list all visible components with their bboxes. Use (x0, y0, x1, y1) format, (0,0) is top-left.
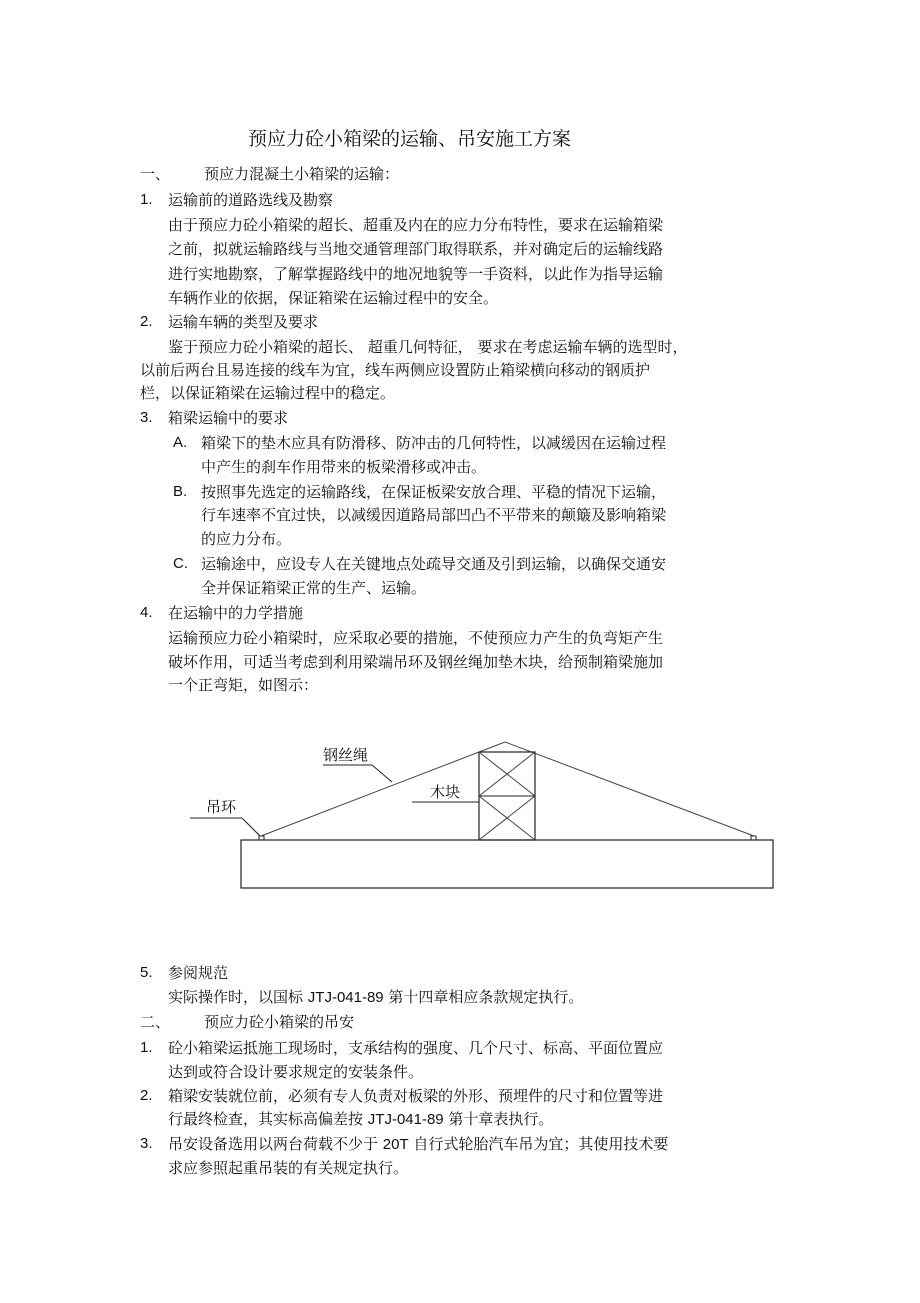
s2-item-2-line: 箱梁安装就位前，必须有专人负责对板梁的外形、预埋件的尺寸和位置等进 (168, 1087, 664, 1105)
s2-item-3-number: 3. (140, 1135, 153, 1152)
lifting-ring-label: 吊环 (206, 798, 237, 816)
item-3-sub-c-line: 全并保证箱梁正常的生产、运输。 (201, 579, 427, 597)
page-title: 预应力砼小箱梁的运输、吊安施工方案 (248, 128, 572, 150)
s2-item-2-line-prefix: 行最终检查，其实标高偏差按 (168, 1110, 368, 1128)
item-5-line-suffix: 第十四章相应条款规定执行。 (383, 988, 584, 1006)
wire-leader-diagonal (372, 765, 392, 782)
s2-item-2-number: 2. (140, 1087, 153, 1104)
s2-item-1-line: 达到或符合设计要求规定的安装条件。 (168, 1063, 424, 1081)
box-girder-beam (241, 840, 773, 888)
wire-rope-right (505, 742, 754, 836)
item-3-sub-b-mark: B. (173, 483, 188, 500)
item-5-line (168, 986, 583, 1009)
item-3-sub-a-mark: A. (173, 434, 188, 451)
section-2-heading: 预应力砼小箱梁的吊安 (204, 1013, 355, 1031)
ring-leader-diagonal (242, 818, 260, 836)
s2-item-3-line (168, 1133, 668, 1156)
standard-code: JTJ-041-89 (307, 989, 384, 1006)
item-2-number: 2. (140, 313, 153, 330)
item-2-heading: 运输车辆的类型及要求 (168, 313, 319, 331)
item-1-line: 进行实地勘察，了解掌握路线中的地况地貌等一手资料，以此作为指导运输 (168, 265, 664, 283)
item-5-heading: 参阅规范 (168, 964, 229, 982)
item-1-line: 车辆作业的依据，保证箱梁在运输过程中的安全。 (168, 289, 499, 307)
item-1-number: 1. (140, 191, 153, 208)
item-3-sub-b-line: 的应力分布。 (201, 530, 292, 548)
s2-item-3-line-suffix: 自行式轮胎汽车吊为宜；其使用技术要 (408, 1135, 669, 1153)
item-1-heading: 运输前的道路选线及勘察 (168, 191, 334, 209)
section-1-heading: 预应力混凝土小箱梁的运输： (204, 165, 400, 183)
s2-item-2-line (168, 1108, 553, 1131)
section-1-marker: 一、 (140, 165, 171, 183)
wire-rope-label: 钢丝绳 (323, 746, 369, 764)
item-3-sub-a-line: 中产生的刹车作用带来的板梁滑移或冲击。 (201, 458, 487, 476)
s2-item-1-number: 1. (140, 1039, 153, 1056)
item-4-line: 一个正弯矩，如图示： (168, 676, 319, 694)
item-3-sub-b-line: 按照事先选定的运输路线，在保证板梁安放合理、平稳的情况下运输， (201, 483, 667, 501)
item-2-line: 栏，以保证箱梁在运输过程中的稳定。 (140, 384, 396, 402)
s2-item-2-line-suffix: 第十章表执行。 (443, 1110, 554, 1128)
wire-rope-left (261, 742, 505, 836)
item-4-heading: 在运输中的力学措施 (168, 604, 304, 622)
item-4-number: 4. (140, 604, 153, 621)
section-2-marker: 二、 (140, 1013, 171, 1031)
item-5-number: 5. (140, 964, 153, 981)
item-3-sub-a-line: 箱梁下的垫木应具有防滑移、防冲击的几何特性，以减缓因在运输过程 (201, 434, 667, 452)
item-2-line: 鉴于预应力砼小箱梁的超长、 超重几何特征， 要求在考虑运输车辆的选型时， (168, 338, 688, 356)
item-3-sub-c-line: 运输途中，应设专人在关键地点处疏导交通及引到运输，以确保交通安 (201, 555, 667, 573)
wood-block-label: 木块 (430, 783, 461, 801)
item-2-line: 以前后两台且易连接的线车为宜，线车两侧应设置防止箱梁横向移动的钢质护 (140, 361, 651, 379)
s2-item-1-line: 砼小箱梁运抵施工现场时，支承结构的强度、几个尺寸、标高、平面位置应 (168, 1039, 664, 1057)
item-1-line: 之前，拟就运输路线与当地交通管理部门取得联系，并对确定后的运输线路 (168, 240, 664, 258)
s2-item-3-line: 求应参照起重吊装的有关规定执行。 (168, 1159, 409, 1177)
s2-item-3-line-prefix: 吊安设备选用以两台荷载不少于 (168, 1135, 383, 1153)
item-3-number: 3. (140, 409, 153, 426)
item-3-sub-c-mark: C. (173, 555, 188, 572)
standard-code: JTJ-041-89 (367, 1111, 444, 1128)
item-1-line: 由于预应力砼小箱梁的超长、超重及内在的应力分布特性，要求在运输箱梁 (168, 216, 664, 234)
item-3-heading: 箱梁运输中的要求 (168, 409, 289, 427)
crane-capacity: 20T (382, 1136, 409, 1153)
item-5-line-prefix: 实际操作时，以国标 (168, 988, 308, 1006)
item-3-sub-b-line: 行车速率不宜过快，以减缓因道路局部凹凸不平带来的颠簸及影响箱梁 (201, 506, 667, 524)
item-4-line: 运输预应力砼小箱梁时，应采取必要的措施，不使预应力产生的负弯矩产生 (168, 629, 664, 647)
item-4-line: 破坏作用，可适当考虑到利用梁端吊环及钢丝绳加垫木块，给预制箱梁施加 (168, 653, 664, 671)
